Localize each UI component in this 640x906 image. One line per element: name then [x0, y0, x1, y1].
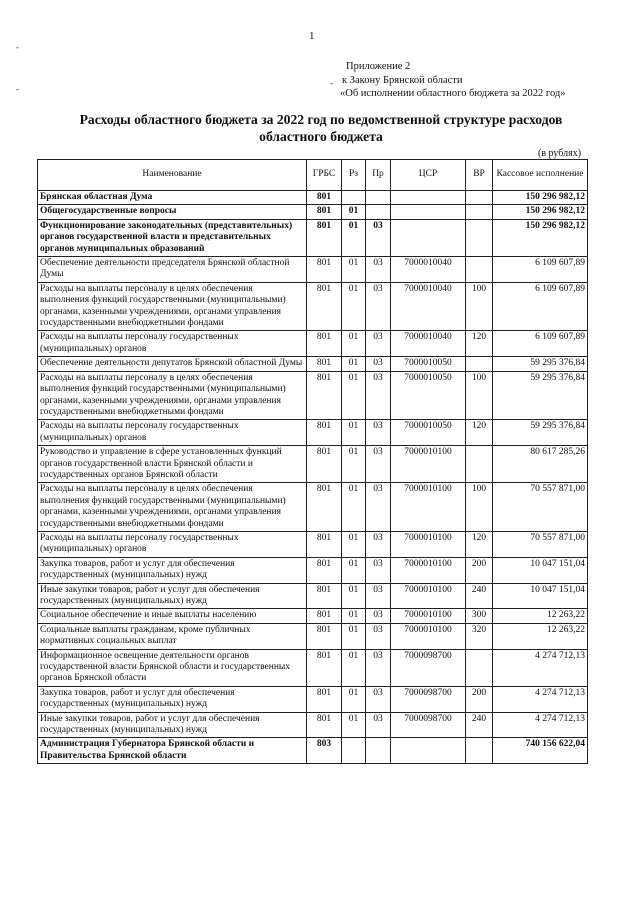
table-row: [38, 357, 588, 371]
cell-rz: 01: [342, 557, 366, 583]
table-header-row: [38, 160, 588, 191]
cell-vr: 100: [466, 371, 493, 420]
table-row: [38, 623, 588, 649]
cell-csr: 7000010040: [391, 282, 466, 331]
cell-pr: 03: [366, 712, 391, 738]
cell-amount: 6 109 607,89: [493, 331, 588, 357]
cell-name: Общегосударственные вопросы: [38, 205, 307, 219]
cell-grbs: 801: [307, 331, 342, 357]
cell-rz: 01: [342, 371, 366, 420]
table-row: [38, 191, 588, 205]
cell-rz: 01: [342, 446, 366, 483]
cell-pr: [366, 738, 391, 764]
cell-grbs: 801: [307, 205, 342, 219]
cell-pr: [366, 191, 391, 205]
cell-name: Обеспечение деятельности председателя Брянской областной Думы: [38, 257, 307, 283]
column-header-amount: Кассовое исполнение: [493, 160, 588, 191]
annex-line-3: «Об исполнении областного бюджета за 2022 год»: [340, 88, 566, 99]
cell-name: Социальные выплаты гражданам, кроме публичных нормативных социальных выплат: [38, 623, 307, 649]
cell-grbs: 801: [307, 282, 342, 331]
cell-pr: 03: [366, 609, 391, 623]
table-row: [38, 219, 588, 256]
table-row: [38, 331, 588, 357]
cell-amount: 59 295 376,84: [493, 371, 588, 420]
cell-pr: 03: [366, 446, 391, 483]
cell-amount: 70 557 871,00: [493, 531, 588, 557]
table-row: [38, 686, 588, 712]
cell-vr: 100: [466, 483, 493, 532]
cell-rz: 01: [342, 483, 366, 532]
annex-line-1: Приложение 2: [346, 61, 411, 72]
cell-amount: 4 274 712,13: [493, 712, 588, 738]
table-row: [38, 257, 588, 283]
cell-csr: 7000010050: [391, 420, 466, 446]
scan-mark: -: [16, 84, 19, 94]
cell-vr: 120: [466, 531, 493, 557]
cell-vr: 240: [466, 712, 493, 738]
cell-csr: 7000010100: [391, 557, 466, 583]
cell-amount: 59 295 376,84: [493, 357, 588, 371]
table-row: [38, 738, 588, 764]
cell-csr: 7000010040: [391, 257, 466, 283]
cell-pr: 03: [366, 649, 391, 686]
cell-rz: 01: [342, 623, 366, 649]
cell-amount: 740 156 622,04: [493, 738, 588, 764]
cell-vr: 100: [466, 282, 493, 331]
cell-grbs: 801: [307, 712, 342, 738]
cell-rz: 01: [342, 531, 366, 557]
cell-amount: 150 296 982,12: [493, 219, 588, 256]
column-header-grbs: ГРБС: [307, 160, 342, 191]
cell-amount: 12 263,22: [493, 609, 588, 623]
cell-name: Закупка товаров, работ и услуг для обеспечения государственных (муниципальных) нужд: [38, 557, 307, 583]
cell-rz: [342, 738, 366, 764]
cell-amount: 12 263,22: [493, 623, 588, 649]
page-number: 1: [309, 30, 315, 42]
cell-rz: 01: [342, 583, 366, 609]
cell-csr: 7000010050: [391, 371, 466, 420]
cell-pr: 03: [366, 483, 391, 532]
cell-name: Расходы на выплаты персоналу государственных (муниципальных) органов: [38, 420, 307, 446]
cell-pr: 03: [366, 420, 391, 446]
cell-name: Руководство и управление в сфере установленных функций органов государственной власти Брянской области и государственных органов Брянской области: [38, 446, 307, 483]
cell-csr: 7000010100: [391, 531, 466, 557]
cell-grbs: 803: [307, 738, 342, 764]
cell-csr: 7000010100: [391, 609, 466, 623]
cell-grbs: 801: [307, 257, 342, 283]
column-header-csr: ЦСР: [391, 160, 466, 191]
cell-rz: 01: [342, 331, 366, 357]
cell-vr: 120: [466, 420, 493, 446]
table-row: [38, 205, 588, 219]
cell-amount: 10 047 151,04: [493, 583, 588, 609]
cell-amount: 150 296 982,12: [493, 191, 588, 205]
cell-grbs: 801: [307, 531, 342, 557]
expenditure-table: [37, 159, 588, 764]
cell-rz: 01: [342, 357, 366, 371]
cell-csr: 7000010100: [391, 583, 466, 609]
cell-csr: [391, 738, 466, 764]
cell-amount: 59 295 376,84: [493, 420, 588, 446]
cell-csr: 7000010100: [391, 446, 466, 483]
table-row: [38, 609, 588, 623]
cell-rz: 01: [342, 609, 366, 623]
cell-grbs: 801: [307, 191, 342, 205]
cell-rz: 01: [342, 712, 366, 738]
cell-grbs: 801: [307, 219, 342, 256]
table-row: [38, 583, 588, 609]
cell-amount: 10 047 151,04: [493, 557, 588, 583]
cell-pr: [366, 205, 391, 219]
table-row: [38, 531, 588, 557]
cell-vr: [466, 205, 493, 219]
cell-grbs: 801: [307, 583, 342, 609]
cell-vr: [466, 357, 493, 371]
cell-name: Расходы на выплаты персоналу в целях обеспечения выполнения функций государственными (муниципальными) органами, казенными учреждениями, органами управления государственными внебюджетными фондами: [38, 371, 307, 420]
cell-grbs: 801: [307, 623, 342, 649]
cell-vr: [466, 649, 493, 686]
cell-csr: 7000098700: [391, 712, 466, 738]
cell-grbs: 801: [307, 557, 342, 583]
cell-name: Расходы на выплаты персоналу в целях обеспечения выполнения функций государственными (муниципальными) органами, казенными учреждениями, органами управления государственными внебюджетными фондами: [38, 282, 307, 331]
cell-amount: 6 109 607,89: [493, 282, 588, 331]
cell-vr: [466, 219, 493, 256]
cell-vr: [466, 191, 493, 205]
cell-csr: 7000010100: [391, 483, 466, 532]
table-row: [38, 483, 588, 532]
cell-csr: [391, 219, 466, 256]
cell-vr: 200: [466, 557, 493, 583]
cell-amount: 4 274 712,13: [493, 649, 588, 686]
cell-vr: 300: [466, 609, 493, 623]
cell-pr: 03: [366, 357, 391, 371]
table-row: [38, 557, 588, 583]
cell-grbs: 801: [307, 420, 342, 446]
cell-rz: 01: [342, 219, 366, 256]
cell-name: Информационное освещение деятельности органов государственной власти Брянской области и государственных органов Брянской области: [38, 649, 307, 686]
cell-pr: 03: [366, 557, 391, 583]
cell-grbs: 801: [307, 686, 342, 712]
cell-name: Расходы на выплаты персоналу государственных (муниципальных) органов: [38, 531, 307, 557]
cell-rz: 01: [342, 282, 366, 331]
cell-grbs: 801: [307, 357, 342, 371]
cell-grbs: 801: [307, 483, 342, 532]
cell-rz: 01: [342, 420, 366, 446]
table-row: [38, 446, 588, 483]
cell-rz: 01: [342, 205, 366, 219]
column-header-rz: Рз: [342, 160, 366, 191]
cell-csr: [391, 205, 466, 219]
cell-rz: 01: [342, 649, 366, 686]
cell-name: Обеспечение деятельности депутатов Брянской областной Думы: [38, 357, 307, 371]
cell-pr: 03: [366, 282, 391, 331]
cell-csr: 7000010040: [391, 331, 466, 357]
cell-pr: 03: [366, 371, 391, 420]
cell-amount: 70 557 871,00: [493, 483, 588, 532]
scan-mark: -: [330, 78, 333, 88]
cell-grbs: 801: [307, 446, 342, 483]
cell-csr: 7000010050: [391, 357, 466, 371]
cell-pr: 03: [366, 623, 391, 649]
table-row: [38, 282, 588, 331]
cell-amount: 4 274 712,13: [493, 686, 588, 712]
cell-pr: 03: [366, 686, 391, 712]
cell-name: Администрация Губернатора Брянской области и Правительства Брянской области: [38, 738, 307, 764]
cell-name: Иные закупки товаров, работ и услуг для обеспечения государственных (муниципальных) нужд: [38, 583, 307, 609]
document-title: Расходы областного бюджета за 2022 год по ведомственной структуре расходов областного бюджета: [79, 112, 563, 144]
cell-vr: 200: [466, 686, 493, 712]
units-label: (в рублях): [538, 148, 582, 159]
cell-csr: 7000010100: [391, 623, 466, 649]
cell-rz: 01: [342, 686, 366, 712]
cell-vr: 320: [466, 623, 493, 649]
cell-csr: 7000098700: [391, 686, 466, 712]
cell-name: Расходы на выплаты персоналу в целях обеспечения выполнения функций государственными (муниципальными) органами, казенными учреждениями, органами управления государственными внебюджетными фондами: [38, 483, 307, 532]
table-row: [38, 420, 588, 446]
cell-vr: 120: [466, 331, 493, 357]
table-row: [38, 649, 588, 686]
cell-rz: [342, 191, 366, 205]
column-header-name: Наименование: [38, 160, 307, 191]
cell-name: Иные закупки товаров, работ и услуг для обеспечения государственных (муниципальных) нужд: [38, 712, 307, 738]
cell-grbs: 801: [307, 609, 342, 623]
cell-pr: 03: [366, 583, 391, 609]
annex-header: [340, 60, 566, 101]
cell-pr: 03: [366, 219, 391, 256]
annex-line-2: к Закону Брянской области: [342, 74, 463, 86]
cell-name: Закупка товаров, работ и услуг для обеспечения государственных (муниципальных) нужд: [38, 686, 307, 712]
cell-vr: [466, 446, 493, 483]
table-row: [38, 371, 588, 420]
cell-amount: 6 109 607,89: [493, 257, 588, 283]
cell-grbs: 801: [307, 649, 342, 686]
cell-amount: 150 296 982,12: [493, 205, 588, 219]
scan-mark: -: [16, 42, 19, 52]
cell-vr: [466, 738, 493, 764]
cell-amount: 80 617 285,26: [493, 446, 588, 483]
cell-vr: [466, 257, 493, 283]
cell-pr: 03: [366, 257, 391, 283]
cell-name: Расходы на выплаты персоналу государственных (муниципальных) органов: [38, 331, 307, 357]
cell-pr: 03: [366, 531, 391, 557]
cell-pr: 03: [366, 331, 391, 357]
cell-grbs: 801: [307, 371, 342, 420]
cell-rz: 01: [342, 257, 366, 283]
cell-name: Функционирование законодательных (представительных) органов государственной власти и представительных органов муниципальных образований: [38, 219, 307, 256]
cell-csr: 7000098700: [391, 649, 466, 686]
cell-vr: 240: [466, 583, 493, 609]
column-header-vr: ВР: [466, 160, 493, 191]
table-row: [38, 712, 588, 738]
cell-name: Брянская областная Дума: [38, 191, 307, 205]
cell-name: Социальное обеспечение и иные выплаты населению: [38, 609, 307, 623]
cell-csr: [391, 191, 466, 205]
column-header-pr: Пр: [366, 160, 391, 191]
